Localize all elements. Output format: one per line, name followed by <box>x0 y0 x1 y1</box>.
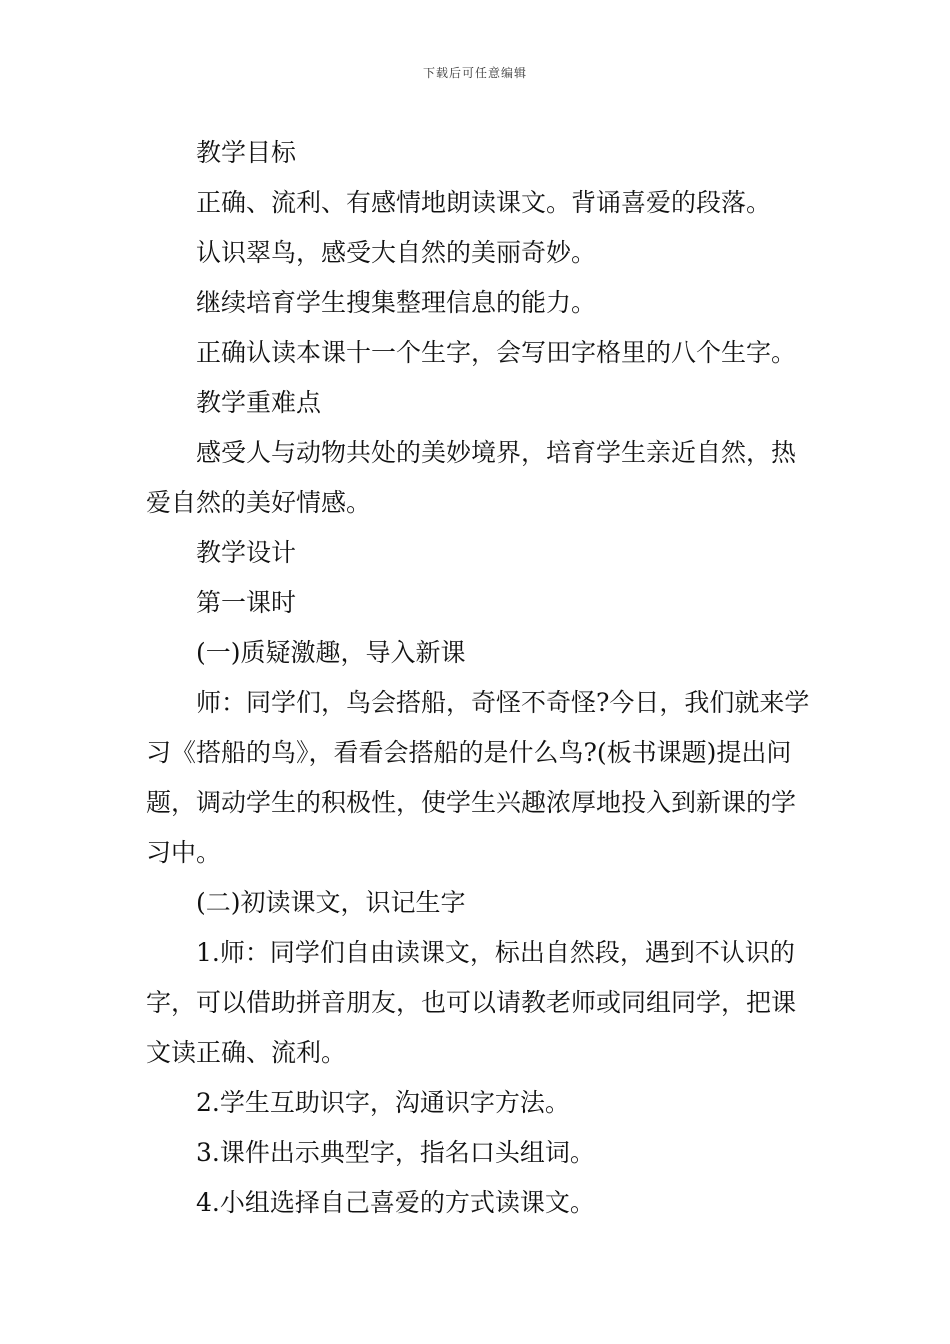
objective-paragraph: 正确认读本课十一个生字，会写田字格里的八个生字。 <box>196 338 797 367</box>
section-heading-design: 教学设计 <box>196 538 297 567</box>
step-heading: (二)初读课文，识记生字 <box>196 888 466 917</box>
objective-paragraph: 认识翠鸟，感受大自然的美丽奇妙。 <box>196 238 597 267</box>
body-paragraph: 师：同学们，鸟会搭船，奇怪不奇怪?今日，我们就来学习《搭船的鸟》，看看会搭船的是什么鸟?(板书课题)提出问题，调动学生的积极性，使学生兴趣浓厚地投入到新课的学习中。 <box>146 688 810 867</box>
lesson-period-heading: 第一课时 <box>196 588 297 617</box>
page-header-note: 下载后可任意编辑 <box>422 66 527 80</box>
section-heading-objectives: 教学目标 <box>196 138 297 167</box>
objective-paragraph: 继续培育学生搜集整理信息的能力。 <box>196 288 597 317</box>
body-paragraph: 1.师：同学们自由读课文，标出自然段，遇到不认识的字，可以借助拼音朋友，也可以请教老师或同组同学，把课文读正确、流利。 <box>146 938 797 1067</box>
list-item: 3.课件出示典型字，指名口头组词。 <box>196 1138 595 1167</box>
list-item: 4.小组选择自己喜爱的方式读课文。 <box>196 1188 595 1217</box>
list-item: 2.学生互助识字，沟通识字方法。 <box>196 1088 570 1117</box>
key-points-paragraph: 感受人与动物共处的美妙境界，培育学生亲近自然，热爱自然的美好情感。 <box>146 438 797 517</box>
section-heading-key-points: 教学重难点 <box>196 388 322 417</box>
document-body <box>146 128 810 1228</box>
objective-paragraph: 正确、流利、有感情地朗读课文。背诵喜爱的段落。 <box>196 188 772 217</box>
step-heading: (一)质疑激趣，导入新课 <box>196 638 466 667</box>
